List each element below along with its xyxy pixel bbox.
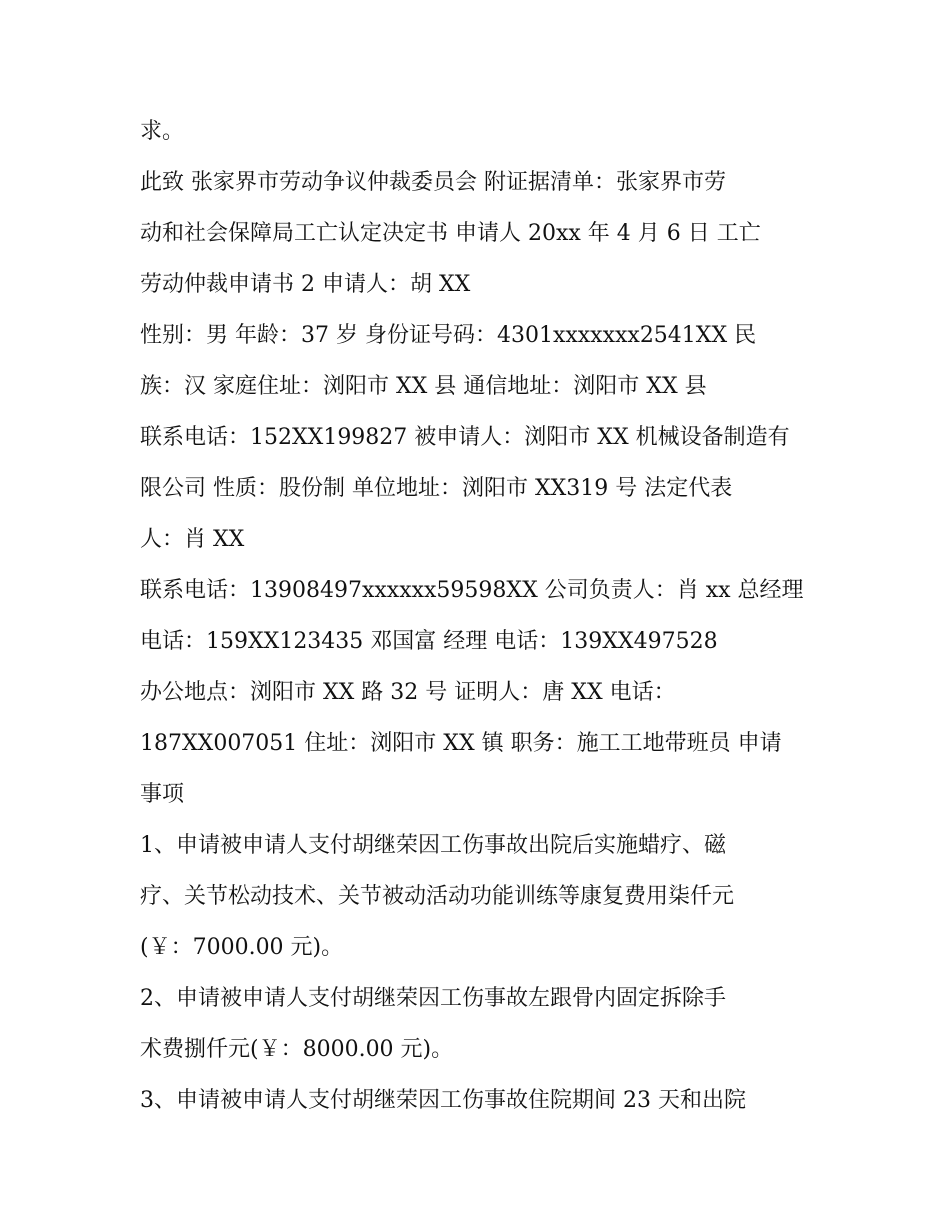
text-line: 限公司 性质：股份制 单位地址：浏阳市 XX319 号 法定代表 [140,476,733,501]
text-line: 联系电话：13908497xxxxxx59598XX 公司负责人：肖 xx 总经理 [140,578,804,603]
document-body [140,106,820,1126]
text-line: 疗、关节松动技术、关节被动活动功能训练等康复费用柒仟元 [140,884,735,909]
text-line: 联系电话：152XX199827 被申请人：浏阳市 XX 机械设备制造有 [140,425,790,450]
text-line: 劳动仲裁申请书 2 申请人：胡 XX [140,272,471,297]
text-line: 族：汉 家庭住址：浏阳市 XX 县 通信地址：浏阳市 XX 县 [140,374,707,399]
text-line: 求。 [140,119,185,144]
text-line: 性别：男 年龄：37 岁 身份证号码：4301xxxxxxx2541XX 民 [140,323,757,348]
text-line: 事项 [140,782,185,807]
text-line: (￥：7000.00 元)。 [140,935,344,960]
text-line: 3、申请被申请人支付胡继荣因工伤事故住院期间 23 天和出院 [140,1088,746,1113]
text-line: 此致 张家界市劳动争议仲裁委员会 附证据清单：张家界市劳 [140,170,726,195]
text-line: 187XX007051 住址：浏阳市 XX 镇 职务：施工工地带班员 申请 [140,731,782,756]
text-line: 1、申请被申请人支付胡继荣因工伤事故出院后实施蜡疗、磁 [140,833,726,858]
text-line: 办公地点：浏阳市 XX 路 32 号 证明人：唐 XX 电话： [140,680,676,705]
text-line: 动和社会保障局工亡认定决定书 申请人 20xx 年 4 月 6 日 工亡 [140,221,761,246]
text-line: 术费捌仟元(￥：8000.00 元)。 [140,1037,454,1062]
text-line: 电话：159XX123435 邓国富 经理 电话：139XX497528 [140,629,718,654]
text-line: 2、申请被申请人支付胡继荣因工伤事故左跟骨内固定拆除手 [140,986,726,1011]
text-line: 人：肖 XX [140,527,245,552]
